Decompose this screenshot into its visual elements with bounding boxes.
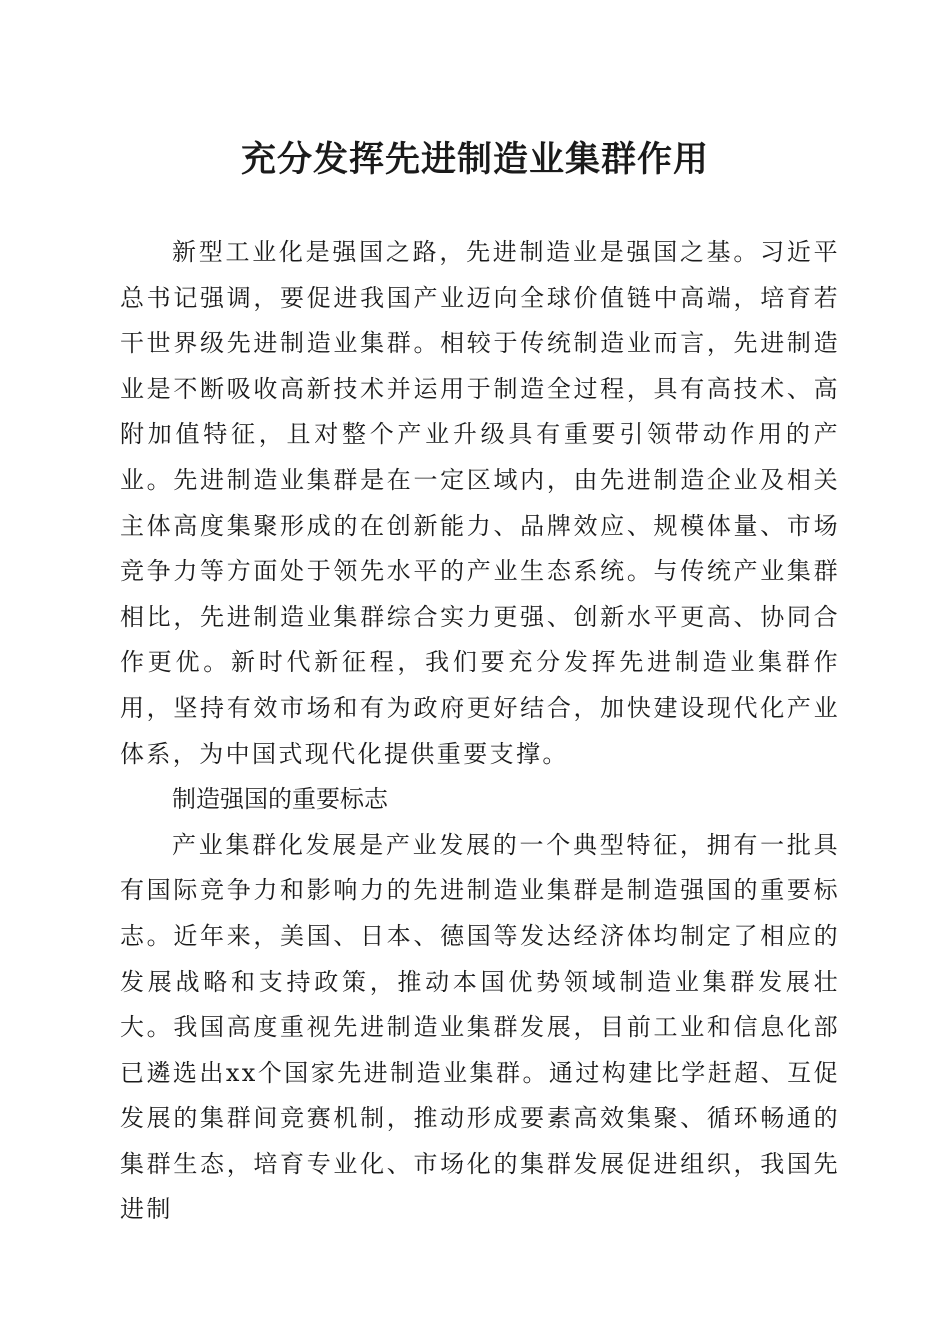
body-paragraph-section: 产业集群化发展是产业发展的一个典型特征，拥有一批具有国际竞争力和影响力的先进制造业集群是制造强国的重要标志。近年来，美国、日本、德国等发达经济体均制定了相应的发展战略和支持政策，推动本国优势领域制造业集群发展壮大。我国高度重视先进制造业集群发展，目前工业和信息化部已遴选出xx个国家先进制造业集群。通过构建比学赶超、互促发展的集群间竞赛机制，推动形成要素高效集聚、循环畅通的集群生态，培育专业化、市场化的集群发展促进组织，我国先进制 bbox=[120, 830, 840, 1224]
document-title: 充分发挥先进制造业集群作用 bbox=[240, 139, 709, 180]
document-body bbox=[120, 230, 840, 1233]
section-heading: 制造强国的重要标志 bbox=[172, 785, 388, 814]
body-paragraph-intro: 新型工业化是强国之路，先进制造业是强国之基。习近平总书记强调，要促进我国产业迈向全球价值链中高端，培育若干世界级先进制造业集群。相较于传统制造业而言，先进制造业是不断吸收高新技术并运用于制造全过程，具有高技术、高附加值特征，且对整个产业升级具有重要引领带动作用的产业。先进制造业集群是在一定区域内，由先进制造企业及相关主体高度集聚形成的在创新能力、品牌效应、规模体量、市场竞争力等方面处于领先水平的产业生态系统。与传统产业集群相比，先进制造业集群综合实力更强、创新水平更高、协同合作更优。新时代新征程，我们要充分发挥先进制造业集群作用，坚持有效市场和有为政府更好结合，加快建设现代化产业体系，为中国式现代化提供重要支撑。 bbox=[120, 238, 840, 768]
